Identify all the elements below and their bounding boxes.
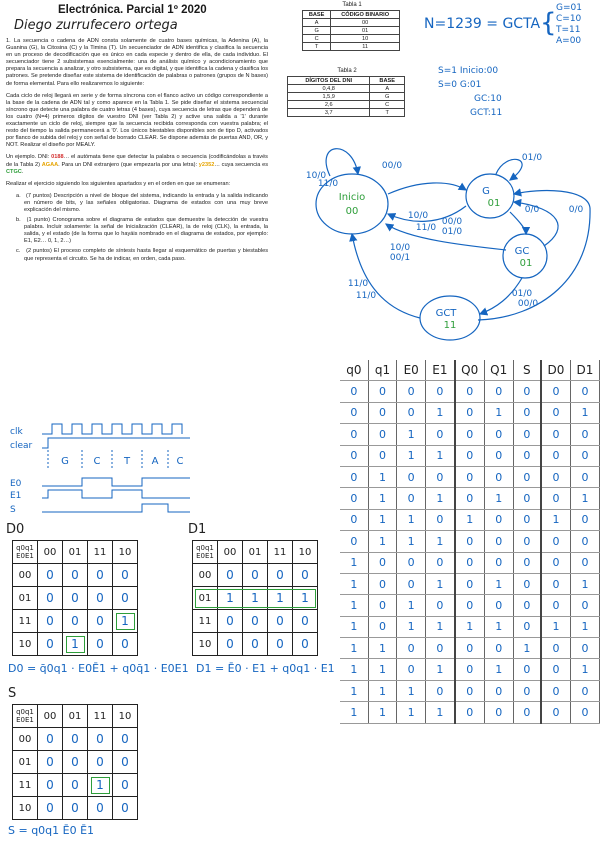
table-cell: 0: [455, 402, 485, 423]
table-row: [340, 488, 600, 509]
table-cell: 1: [340, 638, 368, 659]
table-cell: 0: [570, 445, 599, 466]
statement-p1: 1. La secuencia o cadena de ADN consta solamente de cuatro bases químicas, la Adenina (A), la Guanina (G), la Citosina (C) y la Timina (T). Un secuenciador de ADN identifica y clasifica la secuencia en un proceso de decodificación que es único en cada especie y dentro de ella, de cada individuo. El secuenciador tiene 2 subsistemas esencialmente: una de análisis químico y acondicionamiento que prepara la secuencia a analizar, y otro subsistema, que es digital, y que identifica la cadena y clasifica los patrones. Se pretende diseñar este sistema de identificación de palabras o patrones (grupos de N bases) de forma elemental. Para ello realizaremos lo siguiente:: [6, 38, 268, 87]
table-row: [340, 573, 600, 594]
table-cell: 1: [368, 488, 397, 509]
table-cell: 0: [541, 659, 570, 680]
table-cell: 0: [340, 466, 368, 487]
table-cell: 1: [340, 659, 368, 680]
equation-d1: D1 = Ē0 · E1 + q0q1 · E1: [196, 662, 335, 675]
table-cell: 0: [513, 445, 541, 466]
table-cell: 0: [340, 445, 368, 466]
truth-table: q0 q1 E0 E1 Q0 Q1 S D0 D1 0 0 0 0 0 0 0 0 0 0 0 0 1 0 1 0 0 1 0 0 1 0 0 0 0 0 0 0 0 1 1 0 0 0 0 0 0 1 0 0 0 0 0 0 0 0 1 0 1 0 1 0 0 1 0 1 1 0 1 0 0 1 0 0 1 1 1 0 0 0 0 0 1 0 0 0 0 0 0 0 0 1 0 0 1 0 1 0 0 1 1 0 1 0 0 0 0 0 0 1 0 1 1 1 1 0 1 1 1 1 0 0 0 0 1 0 0 1 1 0 1 0 1 0 0 1 1 1 1 0 0 0 0 0 0 1 1 1 1 0 0 0 0 0: [340, 360, 600, 724]
statement-p4: Realizar el ejercicio siguiendo los siguientes apartados y en el orden en que se enumeran:: [6, 180, 231, 187]
table-cell: 1: [513, 638, 541, 659]
table-cell: 0: [570, 638, 599, 659]
table-cell: 1: [368, 466, 397, 487]
table-cell: 0: [484, 381, 513, 402]
table-cell: 0: [455, 702, 485, 723]
state-name: Inicio: [338, 192, 366, 203]
table-cell: 1: [397, 702, 426, 723]
table-cell: 1: [541, 509, 570, 530]
table-cell: 0: [397, 552, 426, 573]
state-diagram: [300, 128, 600, 348]
table-cell: 0: [426, 595, 455, 616]
state-code-notes: S=1 Inicio:00 S=0 G:01 GC:10 GCT:11: [438, 66, 503, 118]
svg-text:G: G: [482, 186, 490, 197]
table-cell: 1: [455, 509, 485, 530]
table-cell: 0: [541, 466, 570, 487]
table-cell: 0: [455, 488, 485, 509]
edge-inicio-g: [388, 183, 466, 194]
edge-g-gc: [510, 212, 526, 234]
table-cell: 1: [484, 573, 513, 594]
table-cell: 1: [484, 616, 513, 637]
svg-text:01/0: 01/0: [521, 153, 543, 163]
sequence-letter: T: [123, 456, 131, 467]
table-row: [340, 702, 600, 723]
table-cell: 1: [397, 595, 426, 616]
list-item: c. (2 puntos) El proceso completo de síntesis hasta llegar al esquemático de puertas y biestables que representa el circuito. Se ha de indicar, en orden, cada paso.: [16, 248, 268, 262]
table-cell: 1: [426, 659, 455, 680]
svg-text:00/1: 00/1: [389, 253, 411, 263]
table-cell: 0: [340, 402, 368, 423]
s-wave: [42, 504, 190, 512]
table-cell: 0: [455, 445, 485, 466]
table-cell: 0: [513, 466, 541, 487]
table-cell: 0: [340, 488, 368, 509]
table-cell: 0: [397, 638, 426, 659]
table-cell: 0: [541, 680, 570, 701]
signal-label: E1: [10, 491, 22, 501]
table-cell: 1: [368, 509, 397, 530]
table-cell: 1: [570, 402, 599, 423]
svg-text:11/0: 11/0: [415, 223, 437, 233]
table-cell: 0: [570, 531, 599, 552]
table-cell: 0: [397, 381, 426, 402]
state-code-label: 10/0: [305, 171, 327, 181]
table-cell: 0: [513, 381, 541, 402]
statement-p2: Cada ciclo de reloj llegará en serie y de forma síncrona con el flanco activo un código correspondiente a la base de la cadena de ADN tal y como aparece en la Tabla 1. Se pide diseñar el sistema secuencial síncrono que detecte una palabra de cuatro letras (4 bases), cuya secuencia de letras que dependerá de los cuatro (N=4) primeros dígitos de vuestro DNI (ver Tabla 2) y active una salida a '1' durante exactamente un ciclo de reloj, siempre que la secuencia recibida corresponda con vuestra palabra; el resto del tiempo la salida permanecerá a '0'. Los únicos biestables disponibles son de tipo D, activados por flanco de subida del reloj y con señal de borrado CLEAR. Se dispone además de puertas AND, OR, y NOT. Realizar el diseño por MEALY.: [6, 92, 268, 149]
svg-text:10/0: 10/0: [407, 211, 429, 221]
table-cell: 0: [484, 638, 513, 659]
table-cell: 1: [340, 573, 368, 594]
list-item: b. (1 punto) Cronograma sobre el diagrama de estados que demuestre la detección de vuestra palabra. Incluir solamente: la señal de Inicialización (CLEAR), la de reloj (CLK), la entrada, la salida, y el estado (de la forma que lo hayáis nombrado en el diagrama de estados, por ejemplo: E1, E2… 0, 1, 2…): [16, 217, 268, 245]
table-row: [340, 381, 600, 402]
table-cell: 0: [397, 488, 426, 509]
tabla-1-caption: Tabla 1: [342, 2, 362, 8]
table-row: [340, 531, 600, 552]
svg-text:11/0: 11/0: [347, 279, 369, 289]
table-row: [340, 466, 600, 487]
table-cell: 0: [541, 531, 570, 552]
table-cell: 0: [484, 445, 513, 466]
table-cell: 0: [426, 680, 455, 701]
table-cell: 1: [340, 595, 368, 616]
table-cell: 0: [513, 680, 541, 701]
svg-text:GCT: GCT: [435, 308, 457, 319]
table-cell: 0: [541, 595, 570, 616]
svg-text:01: 01: [487, 198, 501, 209]
list-item: a. (7 puntos) Descripción a nivel de bloque del sistema, indicando la entrada y la salida indicando en número de bits, y las señales obligatorias. Diagrama de estados con una muy breve explicación del mismo.: [16, 192, 268, 213]
sequence-letter: A: [151, 456, 159, 467]
table-cell: 1: [340, 702, 368, 723]
tabla-1-table: BASE CÓDIGO BINARIO A 00 G 01 C 10 T 11: [302, 10, 400, 51]
table-cell: 0: [340, 424, 368, 445]
signal-label: clear: [10, 441, 33, 451]
table-row: [340, 595, 600, 616]
sequence-letter: C: [93, 456, 101, 467]
table-cell: 1: [397, 531, 426, 552]
svg-text:0/0: 0/0: [524, 205, 540, 215]
table-cell: 0: [397, 402, 426, 423]
signal-label: S: [10, 505, 16, 515]
kmap-s: q0q1 E0E1 00 01 11 10 00 0 0 0 0 01 0 0 0 0 11 0 0 1 0 10 0 0 0 0: [12, 704, 138, 820]
table-cell: 0: [513, 552, 541, 573]
timing-diagram: [8, 420, 198, 520]
table-cell: 0: [513, 424, 541, 445]
table-cell: 0: [541, 702, 570, 723]
table-cell: 1: [484, 488, 513, 509]
svg-text:00/0: 00/0: [381, 161, 403, 171]
clk-wave: [42, 424, 182, 434]
table-cell: 0: [513, 531, 541, 552]
tabla-2-table: DÍGITOS DEL DNI BASE 0,4,8 A 1,5,9 G 2,6 C 3,7 T: [287, 76, 405, 117]
table-cell: 1: [397, 680, 426, 701]
svg-text:00/0: 00/0: [517, 299, 539, 309]
table-cell: 0: [397, 659, 426, 680]
table-cell: 0: [570, 381, 599, 402]
loop-g: [496, 159, 522, 180]
table-cell: 1: [397, 445, 426, 466]
table-cell: 1: [426, 702, 455, 723]
table-cell: 1: [397, 509, 426, 530]
table-cell: 0: [426, 466, 455, 487]
table-row: [340, 402, 600, 423]
table-cell: 0: [426, 381, 455, 402]
item-list: [16, 192, 268, 263]
svg-text:00: 00: [345, 206, 359, 217]
kmap-d0: q0q1 E0E1 00 01 11 10 00 0 0 0 0 01 0 0 0 0 11 0 0 0 1 10 0 1 0 0: [12, 540, 138, 656]
equation-d0: D0 = q̄0q1 · E0Ē1 + q0q̄1 · E0E1: [8, 662, 189, 675]
table-cell: 0: [397, 573, 426, 594]
table-cell: 0: [426, 424, 455, 445]
table-cell: 0: [484, 531, 513, 552]
table-cell: 0: [541, 445, 570, 466]
code-list: G=01 C=10 T=11 A=00: [556, 3, 582, 46]
table-cell: 0: [541, 488, 570, 509]
table-cell: 0: [368, 552, 397, 573]
truth-table-body: [340, 381, 600, 723]
student-name: Diego zurrufecero ortega: [14, 18, 178, 33]
table-row: [340, 509, 600, 530]
sequence-letter: C: [176, 456, 184, 467]
table-cell: 1: [570, 659, 599, 680]
table-cell: 1: [426, 402, 455, 423]
table-cell: 0: [570, 595, 599, 616]
table-cell: 1: [541, 616, 570, 637]
table-cell: 0: [541, 552, 570, 573]
table-cell: 1: [368, 680, 397, 701]
kmap-d0-label: D0: [6, 522, 25, 537]
table-cell: 0: [484, 466, 513, 487]
table-cell: 1: [570, 488, 599, 509]
table-cell: 0: [455, 381, 485, 402]
table-cell: 1: [484, 402, 513, 423]
table-cell: 0: [368, 424, 397, 445]
sequence-letter: G: [61, 456, 69, 467]
table-cell: 0: [455, 552, 485, 573]
table-cell: 0: [484, 552, 513, 573]
tabla-1: [302, 2, 402, 51]
table-cell: 1: [455, 616, 485, 637]
table-cell: 0: [368, 381, 397, 402]
table-cell: 0: [340, 531, 368, 552]
table-cell: 1: [340, 680, 368, 701]
svg-text:01/0: 01/0: [511, 289, 533, 299]
table-cell: 1: [426, 573, 455, 594]
table-row: [340, 616, 600, 637]
table-cell: 0: [340, 509, 368, 530]
table-cell: 0: [570, 509, 599, 530]
table-cell: 1: [368, 659, 397, 680]
table-cell: 0: [426, 638, 455, 659]
clear-wave: [42, 438, 190, 448]
table-cell: 1: [368, 702, 397, 723]
loop-inicio: [326, 149, 358, 176]
table-cell: 0: [541, 424, 570, 445]
table-cell: 0: [513, 659, 541, 680]
table-cell: 0: [484, 509, 513, 530]
svg-text:01: 01: [519, 258, 533, 269]
equation-s: S = q0q1 Ē0 Ē1: [8, 824, 95, 837]
table-cell: 0: [570, 680, 599, 701]
table-row: [340, 659, 600, 680]
statement-p3: Un ejemplo. DNI: 0188… el autómata tiene que detectar la palabra o secuencia (codificándolas a través de la Tabla 2) AGAA. Para un DNI extranjero (que empezaría por una letra): y2352… cuya secuencia es CTGC.: [6, 154, 268, 175]
e1-wave: [42, 490, 190, 498]
table-cell: 0: [397, 466, 426, 487]
tabla-2-caption: Tabla 2: [337, 68, 357, 74]
table-cell: 0: [455, 573, 485, 594]
kmap-d1: q0q1 E0E1 00 01 11 10 00 0 0 0 0 01 1 1 1 1 11 0 0 0 0 10 0 0 0 0: [192, 540, 318, 656]
table-cell: 0: [368, 402, 397, 423]
page-title: Electrónica. Parcial 1º 2020: [58, 4, 207, 16]
table-cell: 0: [455, 424, 485, 445]
table-cell: 0: [340, 381, 368, 402]
table-cell: 0: [484, 680, 513, 701]
table-cell: 0: [513, 488, 541, 509]
table-cell: 0: [541, 381, 570, 402]
table-cell: 1: [340, 616, 368, 637]
table-cell: 0: [484, 702, 513, 723]
signal-label: clk: [10, 427, 23, 437]
table-cell: 0: [484, 595, 513, 616]
table-row: [340, 445, 600, 466]
table-cell: 0: [368, 573, 397, 594]
table-cell: 1: [426, 531, 455, 552]
table-row: [340, 424, 600, 445]
table-cell: 1: [570, 573, 599, 594]
table-row: [340, 552, 600, 573]
table-cell: 1: [426, 488, 455, 509]
svg-text:10/0: 10/0: [389, 243, 411, 253]
table-cell: 1: [397, 424, 426, 445]
table-cell: 0: [426, 552, 455, 573]
table-cell: 1: [484, 659, 513, 680]
table-cell: 1: [426, 445, 455, 466]
table-cell: 0: [455, 595, 485, 616]
tabla-2: [287, 68, 407, 117]
table-cell: 0: [368, 616, 397, 637]
svg-text:11/0: 11/0: [317, 179, 339, 189]
table-cell: 0: [541, 573, 570, 594]
svg-text:0/0: 0/0: [568, 205, 584, 215]
state-g: [466, 174, 514, 218]
table-cell: 1: [397, 616, 426, 637]
table-cell: 1: [426, 616, 455, 637]
table-cell: 0: [426, 509, 455, 530]
table-cell: 1: [340, 552, 368, 573]
svg-text:01/0: 01/0: [441, 227, 463, 237]
table-cell: 0: [368, 445, 397, 466]
table-cell: 0: [513, 616, 541, 637]
table-cell: 0: [570, 424, 599, 445]
problem-statement: [6, 38, 268, 266]
table-cell: 0: [513, 402, 541, 423]
dni-sequence-note: N=1239 = GCTA: [424, 16, 541, 32]
brace-icon: {: [540, 8, 557, 38]
signal-label: E0: [10, 479, 22, 489]
table-cell: 0: [484, 424, 513, 445]
table-cell: 0: [541, 402, 570, 423]
table-cell: 0: [570, 702, 599, 723]
table-cell: 0: [455, 466, 485, 487]
table-cell: 1: [570, 616, 599, 637]
table-cell: 0: [455, 531, 485, 552]
table-cell: 0: [368, 595, 397, 616]
kmap-d1-label: D1: [188, 522, 207, 537]
e0-wave: [42, 478, 190, 486]
table-cell: 0: [513, 573, 541, 594]
svg-text:11/0: 11/0: [355, 291, 377, 301]
table-cell: 1: [368, 638, 397, 659]
table-row: [340, 638, 600, 659]
svg-text:GC: GC: [514, 246, 530, 257]
svg-text:00/0: 00/0: [441, 217, 463, 227]
table-cell: 0: [455, 680, 485, 701]
table-cell: 0: [455, 638, 485, 659]
table-cell: 0: [541, 638, 570, 659]
table-cell: 0: [513, 595, 541, 616]
table-row: [340, 680, 600, 701]
table-cell: 0: [513, 702, 541, 723]
table-cell: 0: [455, 659, 485, 680]
table-cell: 0: [513, 509, 541, 530]
svg-text:11: 11: [443, 320, 457, 331]
table-cell: 1: [368, 531, 397, 552]
table-cell: 0: [570, 552, 599, 573]
kmap-s-label: S: [8, 686, 17, 701]
table-cell: 0: [570, 466, 599, 487]
